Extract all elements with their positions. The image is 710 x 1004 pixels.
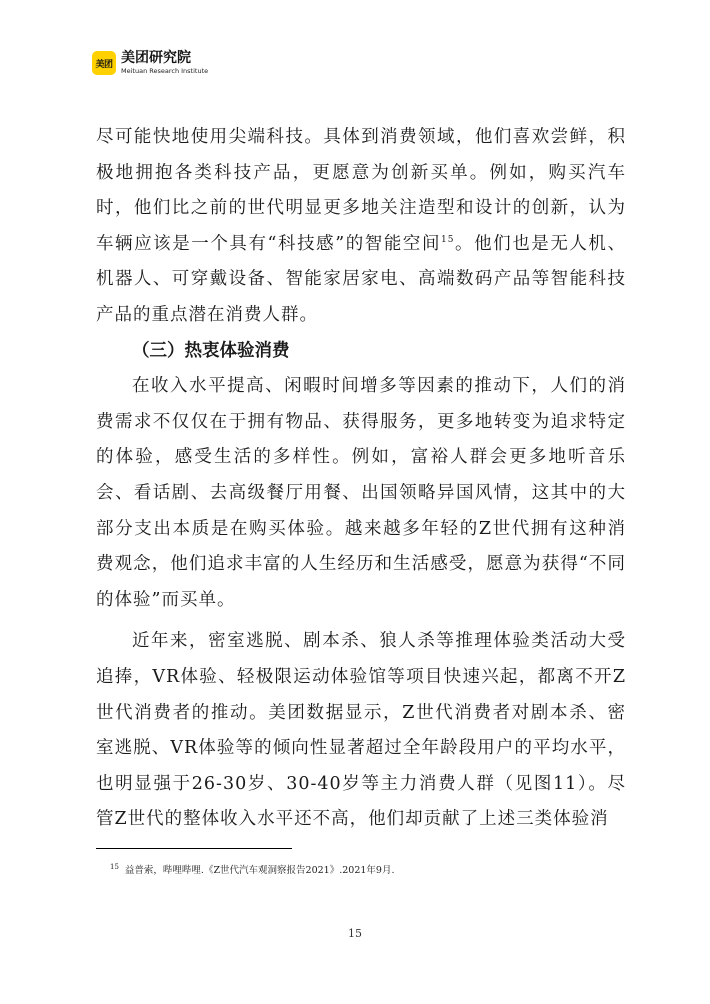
- footnote-text: 益普索，哔哩哔哩.《Z世代汽车观洞察报告2021》.2021年9月.: [124, 865, 395, 876]
- paragraph-tech-adoption-text: 尽可能快地使用尖端科技。具体到消费领域，他们喜欢尝鲜，积极地拥抱各类科技产品，更愿意为创新买单。例如，购买汽车时，他们比之前的世代明显更多地关注造型和设计的创新，认为车辆应该是一个具有“科技感”的智能空间: [96, 127, 626, 254]
- logo-mark-text: 美团: [95, 59, 113, 70]
- logo-wordmark: [121, 51, 208, 75]
- logo-title-en: Meituan Research Institute: [121, 67, 209, 76]
- logo-title-cn: 美团研究院: [121, 50, 191, 67]
- paragraph-tech-adoption-tail: 。他们也是无人机、机器人、可穿戴设备、智能家居家电、高端数码产品等智能科技产品的重点潜在消费人群。: [96, 233, 626, 325]
- footnote-number: 15: [110, 862, 119, 871]
- footnote-divider: [96, 848, 292, 849]
- body-content: [96, 120, 626, 838]
- footnote-ref-15[interactable]: 15: [441, 234, 455, 245]
- page-header: [92, 46, 208, 80]
- meituan-logo-icon: [92, 51, 116, 75]
- paragraph-experience-demand: 在收入水平提高、闲暇时间增多等因素的推动下，人们的消费需求不仅仅在于拥有物品、获得服务，更多地转变为追求特定的体验，感受生活的多样性。例如，富裕人群会更多地听音乐会、看话剧、去高级餐厅用餐、出国领略异国风情，这其中的大部分支出本质是在购买体验。越来越多年轻的Z世代拥有这种消费观念，他们追求丰富的人生经历和生活感受，愿意为获得“不同的体验”而买单。: [96, 376, 626, 610]
- paragraph-tech-adoption: [96, 120, 626, 334]
- section-heading-experience: （三）热衷体验消费: [132, 340, 290, 361]
- page-number: 15: [348, 927, 362, 940]
- footnote: [110, 862, 394, 876]
- paragraph-experience-activities: 近年来，密室逃脱、剧本杀、狼人杀等推理体验类活动大受追捧，VR体验、轻极限运动体验馆等项目快速兴起，都离不开Z世代消费者的推动。美团数据显示，Z世代消费者对剧本杀、密室逃脱、VR体验等的倾向性显著超过全年龄段用户的平均水平，也明显强于26-30岁、30-40岁等主力消费人群（见图11）。尽管Z世代的整体收入水平还不高，他们却贡献了上述三类体验消: [96, 631, 626, 830]
